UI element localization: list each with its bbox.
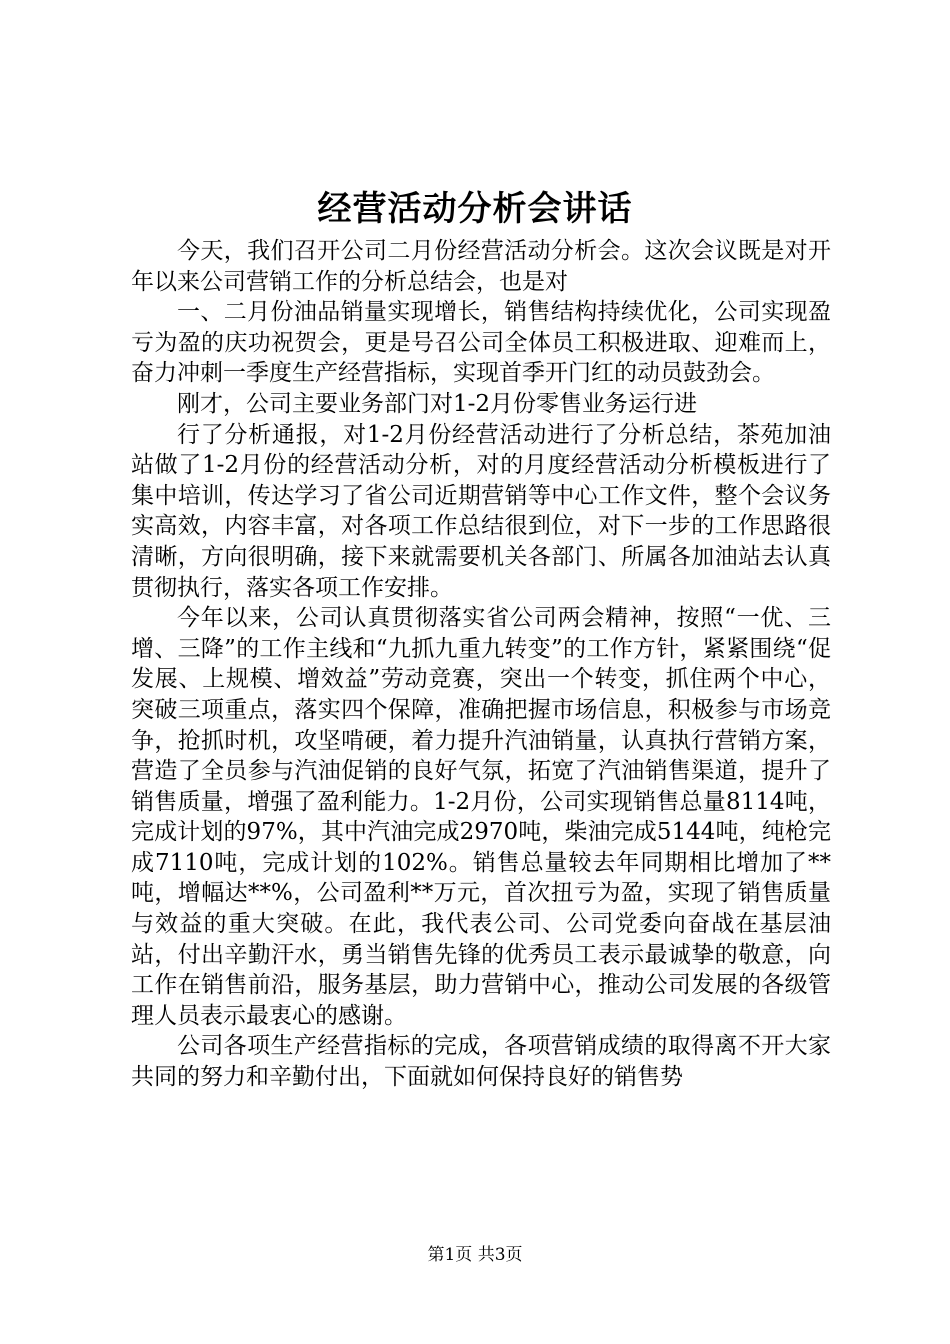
- paragraph-department-report: 刚才，公司主要业务部门对1-2月份零售业务运行进: [177, 390, 698, 417]
- document-title: 经营活动分析会讲话: [317, 189, 633, 229]
- paragraph-analysis-summary: 行了分析通报，对1-2月份经营活动进行了分析总结，茶苑加油站做了1-2月份的经营活动分析，对的月度经营活动分析模板进行了集中培训，传达学习了省公司近期营销等中心工作文件，整个会议务实高效，内容丰富，对各项工作总结很到位，对下一步的工作思路很清晰，方向很明确，接下来就需要机关各部门、所属各加油站去认真贯彻执行，落实各项工作安排。: [131, 421, 831, 601]
- paragraph-opening: 今天，我们召开公司二月份经营活动分析会。这次会议既是对开年以来公司营销工作的分析总结会，也是对: [131, 238, 831, 295]
- page-footer: 第1页 共3页: [427, 1245, 523, 1265]
- paragraph-achievements: 今年以来，公司认真贯彻落实省公司两会精神，按照“一优、三增、三降”的工作主线和“九抓九重九转变”的工作方针，紧紧围绕“促发展、上规模、增效益”劳动竞赛，突出一个转变，抓住两个中心，突破三项重点，落实四个保障，准确把握市场信息，积极参与市场竞争，抢抓时机，攻坚啃硬，着力提升汽油销量，认真执行营销方案，营造了全员参与汽油促销的良好气氛，拓宽了汽油销售渠道，提升了销售质量，增强了盈利能力。1-2月份，公司实现销售总量8114吨，完成计划的97%，其中汽油完成2970吨，柴油完成5144吨，纯枪完成7110吨，完成计划的102%。销售总量较去年同期相比增加了**吨，增幅达**%，公司盈利**万元，首次扭亏为盈，实现了销售质量与效益的重大突破。在此，我代表公司、公司党委向奋战在基层油站，付出辛勤汗水，勇当销售先锋的优秀员工表示最诚挚的敬意，向工作在销售前沿，服务基层，助力营销中心，推动公司发展的各级管理人员表示最衷心的感谢。: [131, 605, 831, 1029]
- paragraph-next-steps: 公司各项生产经营指标的完成，各项营销成绩的取得离不开大家共同的努力和辛勤付出，下面就如何保持良好的销售势: [131, 1033, 831, 1091]
- document-body: [131, 236, 831, 1093]
- paragraph-sales-growth: 一、二月份油品销量实现增长，销售结构持续优化，公司实现盈亏为盈的庆功祝贺会，更是号召公司全体员工积极进取、迎难而上，奋力冲刺一季度生产经营指标，实现首季开门红的动员鼓劲会。: [131, 299, 831, 387]
